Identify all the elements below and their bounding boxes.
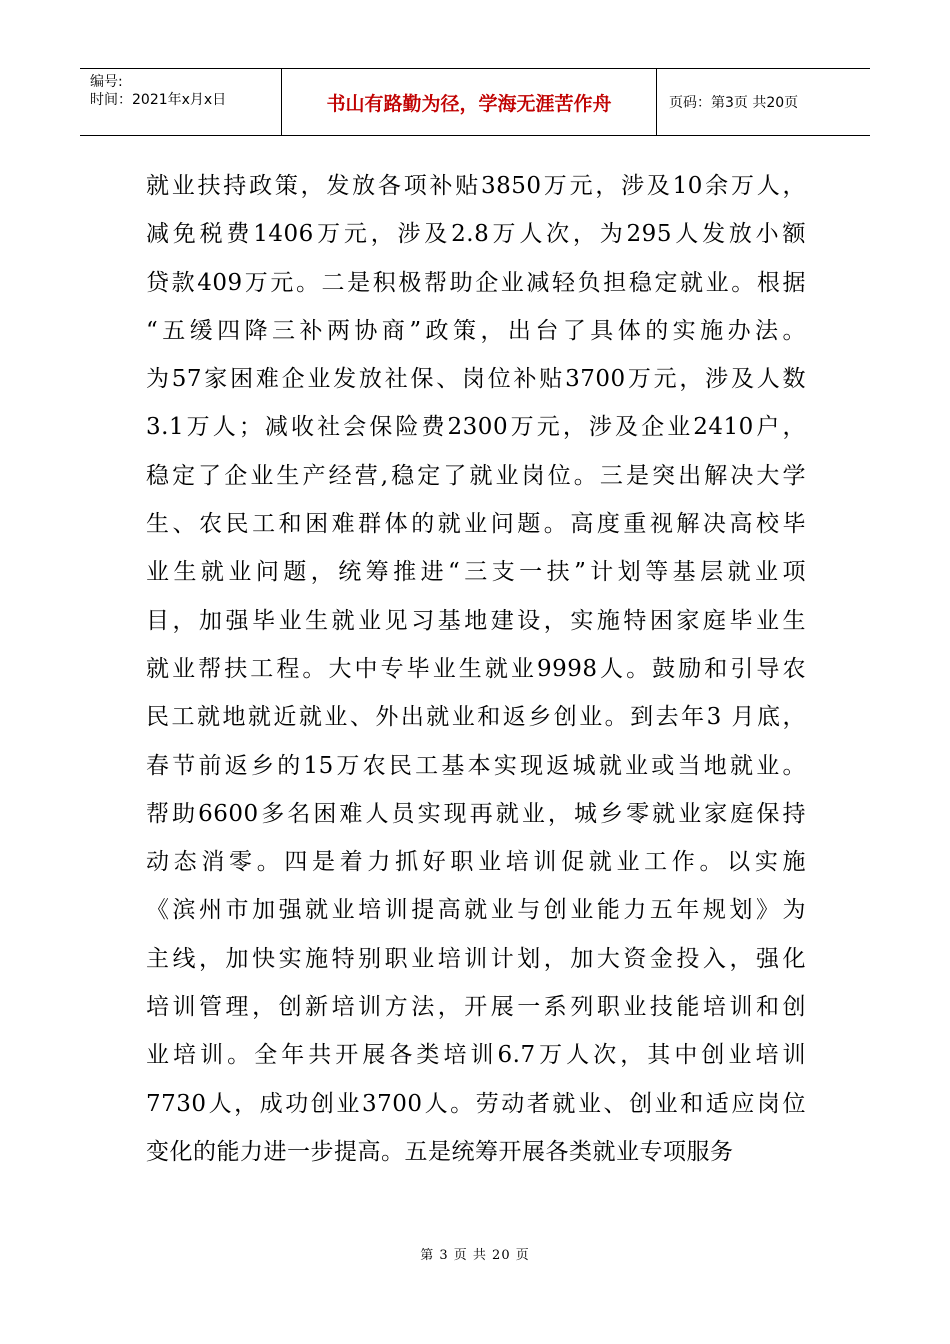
text-line: 春节前返乡的15万农民工基本实现返城就业或当地就业。 <box>146 752 806 779</box>
body-text <box>146 162 806 1176</box>
code-label: 编号: <box>90 74 123 90</box>
text-line: 帮助6600多名困难人员实现再就业，城乡零就业家庭保持 <box>146 800 806 827</box>
text-line: 就业帮扶工程。大中专毕业生就业9998人。鼓励和引导农 <box>146 655 806 682</box>
text-line: 民工就地就近就业、外出就业和返乡创业。到去年3 月底， <box>146 704 806 731</box>
text-line: 7730人，成功创业3700人。劳动者就业、创业和适应岗位 <box>146 1090 806 1117</box>
text-line: 变化的能力进一步提高。五是统筹开展各类就业专项服务 <box>146 1138 734 1165</box>
page-footer: 第 3 页 共 20 页 <box>420 1248 530 1263</box>
header-meta <box>80 69 282 135</box>
text-line: 就业扶持政策，发放各项补贴3850万元，涉及10余万人， <box>146 173 806 199</box>
header-page-info: 页码：第3页 共20页 <box>669 95 799 111</box>
text-line: 贷款409万元。二是积极帮助企业减轻负担稳定就业。根据 <box>146 269 806 296</box>
text-line: 动态消零。四是着力抓好职业培训促就业工作。以实施 <box>146 849 806 876</box>
text-line: 《滨州市加强就业培训提高就业与创业能力五年规划》为 <box>146 897 806 924</box>
text-line: “五缓四降三补两协商”政策，出台了具体的实施办法。 <box>146 317 806 344</box>
date-label: 时间：2021年x月x日 <box>90 92 227 108</box>
text-line: 业生就业问题，统筹推进“三支一扶”计划等基层就业项 <box>146 559 806 586</box>
text-line: 稳定了企业生产经营,稳定了就业岗位。三是突出解决大学 <box>146 462 806 489</box>
text-line: 生、农民工和困难群体的就业问题。高度重视解决高校毕 <box>146 511 806 538</box>
text-line: 培训管理，创新培训方法，开展一系列职业技能培训和创 <box>146 994 806 1021</box>
text-line: 减免税费1406万元，涉及2.8万人次，为295人发放小额 <box>146 221 806 248</box>
text-line: 目，加强毕业生就业见习基地建设，实施特困家庭毕业生 <box>146 607 806 634</box>
text-line: 业培训。全年共开展各类培训6.7万人次，其中创业培训 <box>146 1042 806 1069</box>
text-line: 3.1万人；减收社会保险费2300万元，涉及企业2410户， <box>146 414 806 441</box>
document-header <box>80 68 870 136</box>
header-motto: 书山有路勤为径，学海无涯苦作舟 <box>282 69 657 135</box>
text-line: 为57家困难企业发放社保、岗位补贴3700万元，涉及人数 <box>146 366 806 393</box>
text-line: 主线，加快实施特别职业培训计划，加大资金投入，强化 <box>146 945 806 972</box>
